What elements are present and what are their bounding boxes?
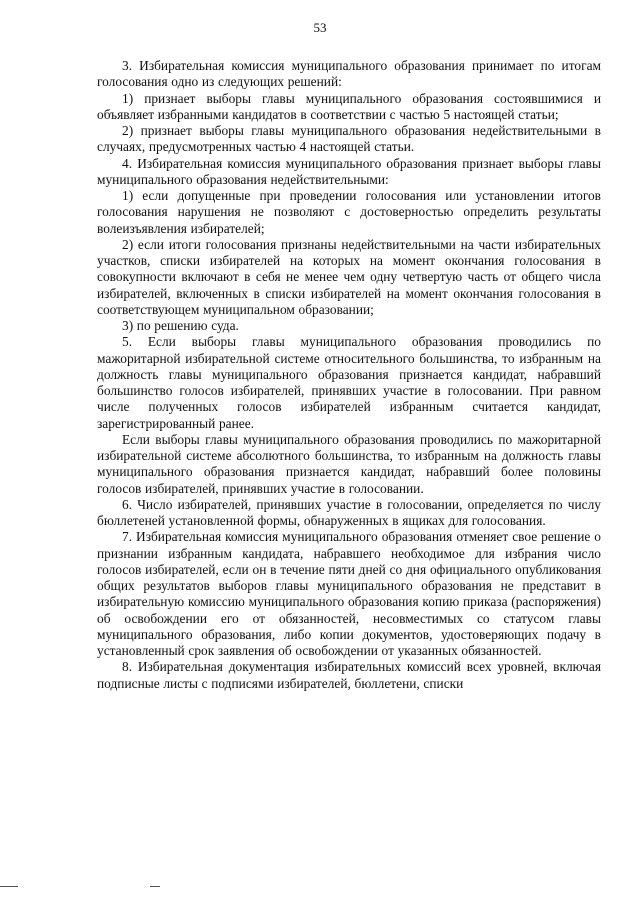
paragraph-4-item-1: 1) если допущенные при проведении голосования или установлении итогов голосования нарушения не позволяют с достоверностью определить результаты волеизъявления избирателей;: [97, 188, 601, 236]
paragraph-8: 8. Избирательная документация избирательных комиссий всех уровней, включая подписные листы с подписями избирателей, бюллетени, списки: [97, 659, 601, 691]
scan-edge-mark-left: [0, 886, 18, 887]
page-number: 53: [313, 20, 327, 35]
paragraph-4-item-2: 2) если итоги голосования признаны недействительными на части избирательных участков, списки избирателей на которых на момент окончания голосования в совокупности включают в себя не менее чем одну четвертую часть от общего числа избирателей, включенных в списки избирателей на момент окончания голосования в соответствующем муниципальном образовании;: [97, 236, 601, 317]
paragraph-5: 5. Если выборы главы муниципального образования проводились по мажоритарной избирательной системе относительного большинства, то избранным на должность главы муниципального образования признается кандидат, набравший большинство голосов избирателей, принявших участие в голосовании. При равном числе полученных голосов избирателей избранным считается кандидат, зарегистрированный ранее.: [97, 334, 601, 431]
paragraph-5-continued: Если выборы главы муниципального образования проводились по мажоритарной избирательной системе абсолютного большинства, то избранным на должность главы муниципального образования признается кандидат, набравший более половины голосов избирателей, принявших участие в голосовании.: [97, 431, 601, 496]
paragraph-4-intro: 4. Избирательная комиссия муниципального образования признает выборы главы муниципального образования недействительными:: [97, 155, 601, 187]
paragraph-3-item-1: 1) признает выборы главы муниципального образования состоявшимися и объявляет избранными кандидатов в соответствии с частью 5 настоящей статьи;: [97, 90, 601, 122]
paragraph-7: 7. Избирательная комиссия муниципального образования отменяет свое решение о признании избранным кандидата, набравшего необходимое для избрания число голосов избирателей, если он в течение пяти дней со дня официального опубликования общих результатов выборов главы муниципального образования не представит в избирательную комиссию муниципального образования копию приказа (распоряжения) об освобождении его от обязанностей, несовместимых со статусом главы муниципального образования, либо копии документов, удостоверяющих подачу в установленный срок заявления об освобождении от указанных обязанностей.: [97, 529, 601, 658]
scan-edge-mark-center: [150, 886, 160, 887]
paragraph-3-item-2: 2) признает выборы главы муниципального образования недействительными в случаях, предусмотренных частью 4 настоящей статьи.: [97, 123, 601, 155]
paragraph-4-item-3: 3) по решению суда.: [122, 318, 239, 333]
paragraph-6: 6. Число избирателей, принявших участие в голосовании, определяется по числу бюллетеней установленной формы, обнаруженных в ящиках для голосования.: [97, 496, 601, 528]
document-body: [97, 58, 601, 692]
paragraph-3-intro: 3. Избирательная комиссия муниципального образования принимает по итогам голосования одно из следующих решений:: [97, 58, 601, 90]
